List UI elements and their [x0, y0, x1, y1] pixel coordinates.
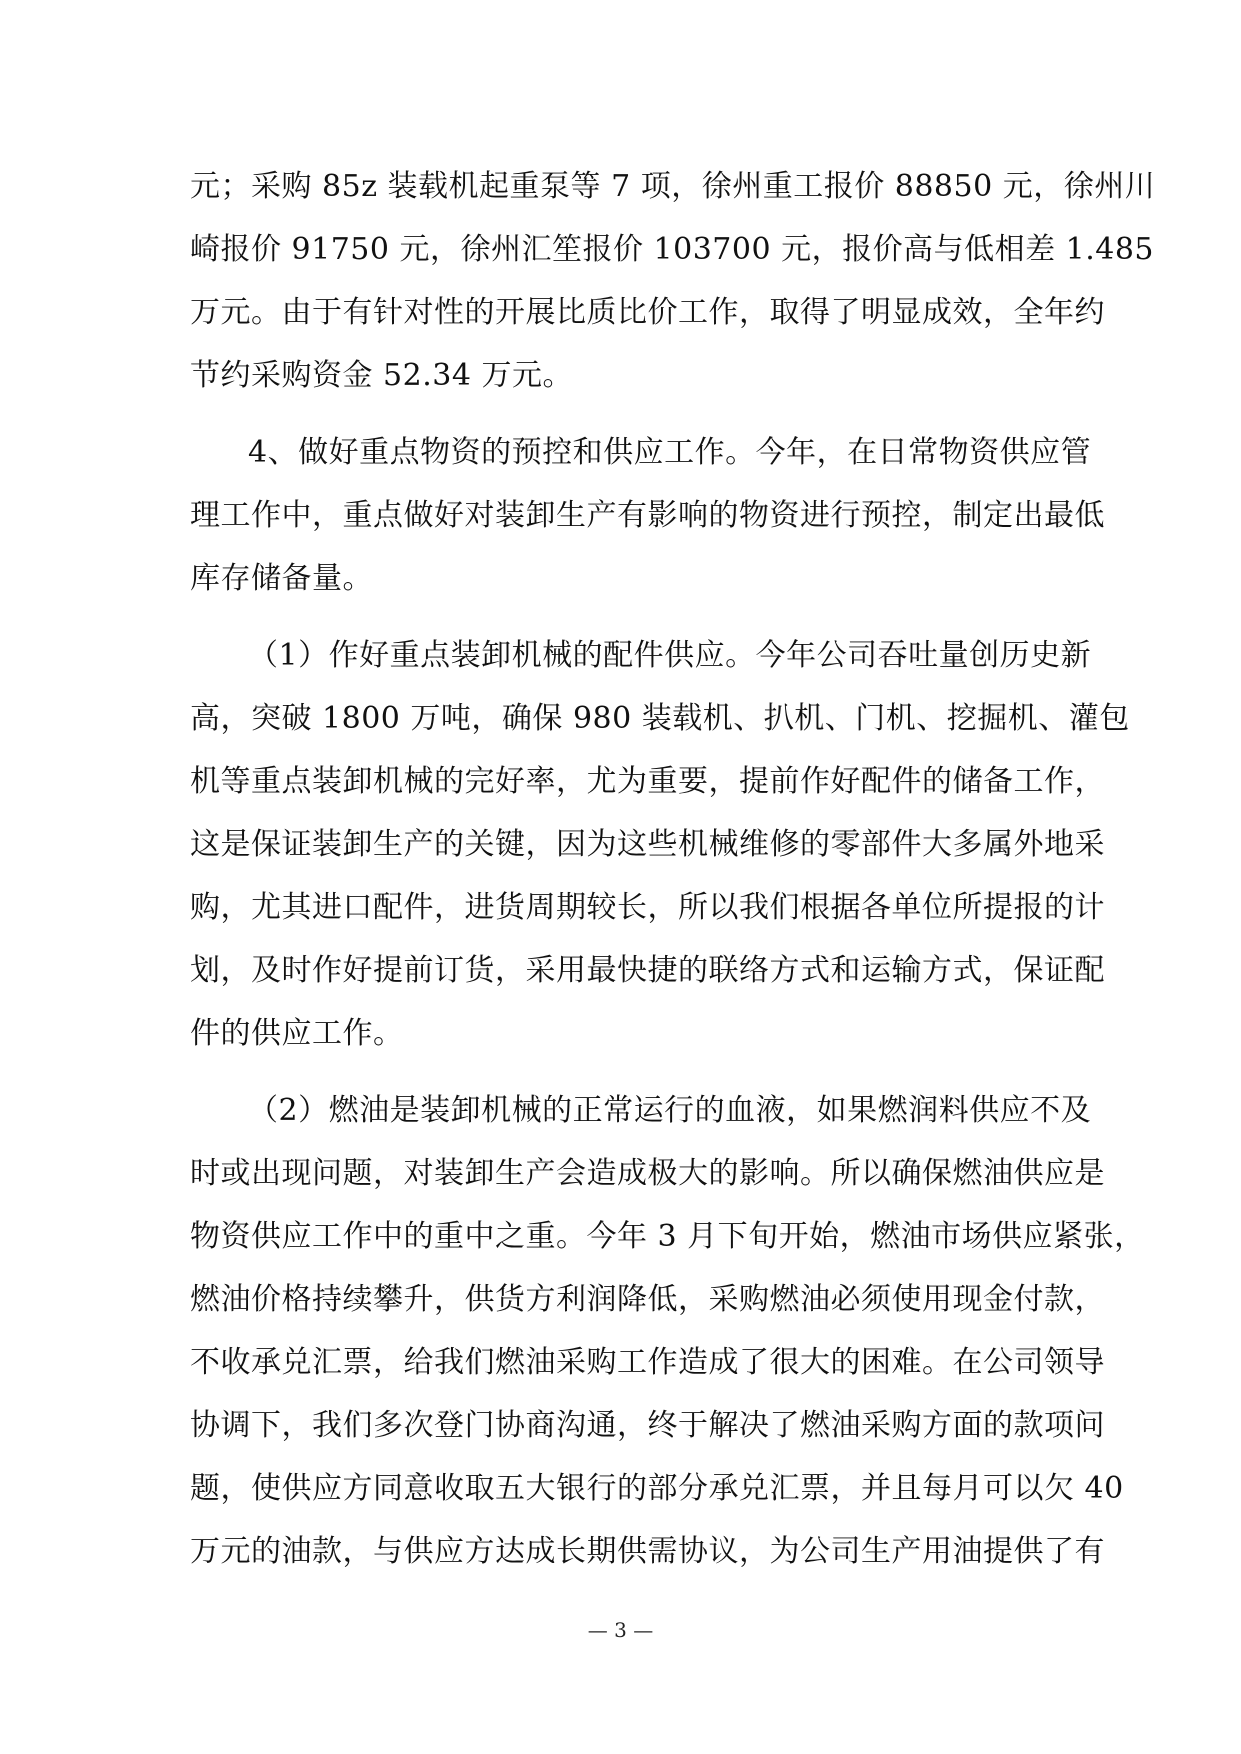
- paragraph-2: [190, 421, 1105, 610]
- text-line: 万元。由于有针对性的开展比质比价工作，取得了明显成效，全年约: [190, 295, 1105, 330]
- text-line: 协调下，我们多次登门协商沟通，终于解决了燃油采购方面的款项问: [190, 1408, 1105, 1443]
- text-line: 时或出现问题，对装卸生产会造成极大的影响。所以确保燃油供应是: [190, 1156, 1105, 1191]
- page-number: — 3 —: [587, 1618, 654, 1642]
- text-line: 物资供应工作中的重中之重。今年 3 月下旬开始，燃油市场供应紧张，: [190, 1219, 1145, 1254]
- text-line: 理工作中，重点做好对装卸生产有影响的物资进行预控，制定出最低: [190, 498, 1105, 533]
- paragraph-3: [190, 624, 1130, 1065]
- text-line: 燃油价格持续攀升，供货方利润降低，采购燃油必须使用现金付款，: [190, 1282, 1105, 1317]
- text-line: 这是保证装卸生产的关键，因为这些机械维修的零部件大多属外地采: [190, 827, 1105, 862]
- text-line: （2）燃油是装卸机械的正常运行的血液，如果燃润料供应不及: [248, 1093, 1092, 1128]
- text-line: 题，使供应方同意收取五大银行的部分承兑汇票，并且每月可以欠 40: [190, 1471, 1124, 1506]
- text-line: 元；采购 85z 装载机起重泵等 7 项，徐州重工报价 88850 元，徐州川: [190, 169, 1156, 204]
- text-line: 不收承兑汇票，给我们燃油采购工作造成了很大的困难。在公司领导: [190, 1345, 1105, 1380]
- text-line: 库存储备量。: [190, 561, 373, 596]
- text-line: 划，及时作好提前订货，采用最快捷的联络方式和运输方式，保证配: [190, 953, 1105, 988]
- text-line: 崎报价 91750 元，徐州汇笙报价 103700 元，报价高与低相差 1.485: [190, 232, 1155, 267]
- paragraph-4: [190, 1079, 1145, 1583]
- text-line: 4、做好重点物资的预控和供应工作。今年，在日常物资供应管: [248, 435, 1092, 470]
- text-line: 机等重点装卸机械的完好率，尤为重要，提前作好配件的储备工作，: [190, 764, 1105, 799]
- text-line: 万元的油款，与供应方达成长期供需协议，为公司生产用油提供了有: [190, 1534, 1105, 1569]
- paragraph-1: [190, 155, 1156, 407]
- text-line: 件的供应工作。: [190, 1016, 404, 1051]
- document-body: [190, 155, 1156, 1583]
- text-line: 购，尤其进口配件，进货周期较长，所以我们根据各单位所提报的计: [190, 890, 1105, 925]
- text-line: （1）作好重点装卸机械的配件供应。今年公司吞吐量创历史新: [248, 638, 1092, 673]
- text-line: 节约采购资金 52.34 万元。: [190, 358, 573, 393]
- text-line: 高，突破 1800 万吨，确保 980 装载机、扒机、门机、挖掘机、灌包: [190, 701, 1130, 736]
